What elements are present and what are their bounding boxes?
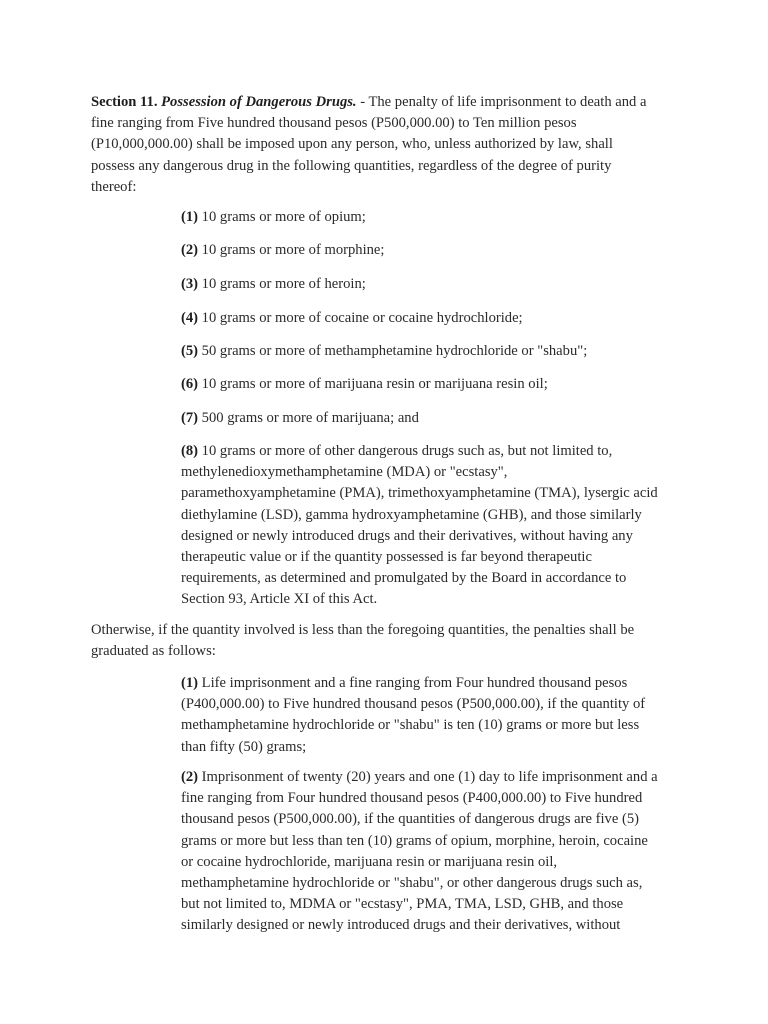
item-text: 10 grams or more of heroin; [198, 276, 366, 292]
section-intro-paragraph [91, 92, 646, 198]
item-text: fine ranging from Four hundred thousand pesos (P400,000.00) to Five hundred [181, 790, 643, 807]
item-text: methamphetamine hydrochloride or "shabu" is ten (10) grams or more but less [181, 717, 640, 734]
item-text: 10 grams or more of marijuana resin or marijuana resin oil; [198, 376, 548, 392]
item-number: (1) [181, 675, 199, 691]
item-text: (P400,000.00) to Five hundred thousand pesos (P500,000.00), if the quantity of [181, 696, 646, 713]
penalty-item-1 [181, 673, 645, 758]
item-text: designed or newly introduced drugs and their derivatives, without having any [181, 527, 633, 544]
otherwise-line: graduated as follows: [91, 643, 216, 660]
item-text: than fifty (50) grams; [181, 738, 307, 755]
item-text: 10 grams or more of other dangerous drugs such as, but not limited to, [198, 443, 613, 459]
intro-text: - The penalty of life imprisonment to death and a [356, 94, 647, 110]
item-number: (3) [181, 276, 199, 292]
otherwise-paragraph [91, 620, 634, 662]
item-number: (6) [181, 376, 199, 392]
item-text: Section 93, Article XI of this Act. [181, 591, 378, 608]
item-text: 10 grams or more of morphine; [198, 242, 385, 258]
item-number: (2) [181, 769, 199, 785]
item-text: grams or more but less than ten (10) grams of opium, morphine, heroin, cocaine [181, 832, 648, 849]
otherwise-line: Otherwise, if the quantity involved is less than the foregoing quantities, the penalties shall be [91, 622, 635, 638]
intro-line: (P10,000,000.00) shall be imposed upon any person, who, unless authorized by law, shall [91, 136, 613, 153]
quantity-item-2 [181, 240, 384, 261]
quantity-item-6 [181, 374, 548, 395]
item-text: methylenedioxymethamphetamine (MDA) or "ecstasy", [181, 464, 508, 481]
penalty-item-2 [181, 767, 658, 937]
section-title: Possession of Dangerous Drugs. [161, 94, 357, 110]
quantity-item-4 [181, 308, 523, 329]
item-text: 500 grams or more of marijuana; and [198, 410, 419, 426]
item-number: (1) [181, 209, 199, 225]
item-text: Imprisonment of twenty (20) years and one (1) day to life imprisonment and a [198, 769, 658, 785]
item-text: diethylamine (LSD), gamma hydroxyamphetamine (GHB), and those similarly [181, 506, 642, 523]
intro-line: fine ranging from Five hundred thousand pesos (P500,000.00) to Ten million pesos [91, 115, 577, 132]
section-label: Section 11. [91, 94, 158, 110]
item-text: similarly designed or newly introduced drugs and their derivatives, without [181, 917, 621, 934]
item-number: (4) [181, 310, 199, 326]
item-number: (2) [181, 242, 199, 258]
quantity-item-1 [181, 207, 366, 228]
item-text: methamphetamine hydrochloride or "shabu", or other dangerous drugs such as, [181, 874, 643, 891]
item-text: requirements, as determined and promulgated by the Board in accordance to [181, 570, 627, 587]
item-text: therapeutic value or if the quantity possessed is far beyond therapeutic [181, 548, 592, 565]
item-number: (7) [181, 410, 199, 426]
intro-line: thereof: [91, 178, 137, 195]
quantity-item-3 [181, 274, 366, 295]
intro-line [91, 92, 646, 113]
item-text: thousand pesos (P500,000.00), if the quantities of dangerous drugs are five (5) [181, 811, 639, 828]
quantity-item-7 [181, 408, 419, 429]
item-text: or cocaine hydrochloride, marijuana resin or marijuana resin oil, [181, 853, 558, 870]
item-text: 50 grams or more of methamphetamine hydrochloride or "shabu"; [198, 343, 588, 359]
item-number: (5) [181, 343, 199, 359]
item-text: 10 grams or more of opium; [198, 209, 366, 225]
item-text: paramethoxyamphetamine (PMA), trimethoxyamphetamine (TMA), lysergic acid [181, 485, 658, 502]
item-text: Life imprisonment and a fine ranging from Four hundred thousand pesos [198, 675, 628, 691]
intro-line: possess any dangerous drug in the following quantities, regardless of the degree of purity [91, 157, 612, 174]
item-number: (8) [181, 443, 199, 459]
item-text: but not limited to, MDMA or "ecstasy", PMA, TMA, LSD, GHB, and those [181, 896, 624, 913]
item-text: 10 grams or more of cocaine or cocaine hydrochloride; [198, 310, 523, 326]
quantity-item-5 [181, 341, 587, 362]
quantity-item-8 [181, 441, 658, 611]
